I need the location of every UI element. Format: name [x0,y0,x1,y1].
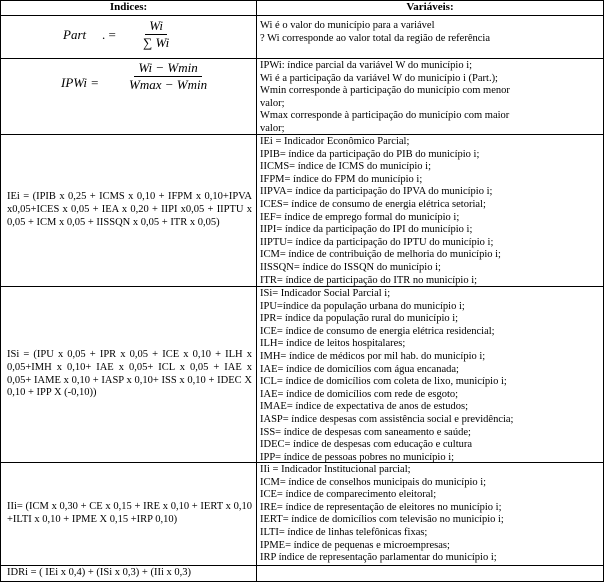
variable-line: ICES= índice de consumo de energia elétrica setorial; [260,198,486,210]
variable-line: ICE= índice de comparecimento eleitoral; [260,489,437,501]
variable-line: IAE= índice de domicílios com rede de esgoto; [260,388,459,400]
row-variables [257,566,603,582]
formula-fraction [139,18,173,51]
variable-line: IIPI= índice da participação do IPI do município i; [260,224,473,236]
formula-text: IDRi = ( IEi x 0,4) + (ISi x 0,3) + (IIi x 0,3) [7,567,191,578]
table-row [1,134,603,286]
variable-line: ILTI= índice de linhas telefônicas fixas; [260,526,428,538]
variable-line: IERT= índice de domicílios com televisão no município i; [260,514,504,526]
formula-label: Part [63,27,87,42]
variable-line: IMH= índice de médicos por mil hab. do município i; [260,350,486,362]
variable-line: ISi= Indicador Social Parcial i; [260,288,391,299]
variable-line: ? Wi corresponde ao valor total da região de referência [260,32,490,44]
variable-line: IDEC= índice de despesas com educação e cultura [260,439,473,451]
formula-denominator: Wmax − Wmin [129,77,208,92]
variable-line: ISS= índice de despesas com saneamento e saúde; [260,426,471,438]
formula-numerator: Wi [145,18,167,35]
variable-line: IPU=índice da população urbana do município i; [260,300,465,312]
variable-line: ICE= índice de consumo de energia elétrica residencial; [260,325,495,337]
variable-line: IRE= índice de representação de eleitores no município i; [260,501,502,513]
table-row [1,58,603,134]
variable-line: ILH= índice de leitos hospitalares; [260,338,406,350]
variable-line: IIi = Indicador Institucional parcial; [260,464,411,475]
variable-line: IISSQN= índice do ISSQN do município i; [260,261,441,273]
variable-line: IASP= índice despesas com assistência social e previdência; [260,413,514,425]
header-indices: Indices: [1,1,257,15]
variable-line: IFPM= índice do FPM do município i; [260,173,423,185]
formula-text: IEi = (IPIB x 0,25 + ICMS x 0,10 + IFPM x 0,10+IPVA x0,05+ICES x 0,05 + IEA x 0,20 + IIPI x0,05 + IIPTU x 0,05 + ICM x 0,05 + IISSQN x 0,05 + ITR x 0,05) [7,191,252,228]
formula-participation [1,16,257,58]
variable-line: IICMS= índice de ICMS do município i; [260,161,431,173]
formula-denominator: ∑ Wi [143,35,170,50]
formula-idr [1,566,257,582]
table-row [1,286,603,462]
table-row [1,15,603,58]
formula-text: ISi = (IPU x 0,05 + IPR x 0,05 + ICE x 0,10 + ILH x 0,05+IMH x 0,10+ IAE x 0,05+ ICL x 0,05 + IAE x 0,05+ IAME x 0,10 + IASP x 0,10+ ISS x 0,10 + IDEC X 0,10 + IPP X (-0,10)) [7,348,252,399]
variable-line: IEF= índice de emprego formal do município i; [260,211,460,223]
variable-line: valor; [260,97,285,109]
formula-text: IIi= (ICM x 0,30 + CE x 0,15 + IRE x 0,10 + IERT x 0,10 +ILTI x 0,10 + IPME X 0,15 +IRP 0,10) [7,501,252,525]
variable-line: ICM= índice de contribuição de melhoria do município i; [260,249,501,261]
row-variables [257,16,603,58]
formula-social [1,287,257,462]
formula-economic [1,135,257,286]
table-row [1,462,603,565]
variable-line: IAE= índice de domicílios com água encanada; [260,363,459,375]
variable-line: IPR= índice da população rural do município i; [260,313,459,325]
table-row [1,565,603,582]
variable-line: Wi é a participação da variável W do município i (Part.); [260,72,498,84]
row-variables [257,463,603,565]
formula-numerator: Wi − Wmin [134,60,201,77]
variable-line: ICM= índice de conselhos municipais do município i; [260,476,487,488]
variable-line: valor; [260,122,285,134]
row-variables [257,287,603,462]
table-header-row [1,0,603,15]
header-variaveis: Variáveis: [406,1,454,13]
formula-fraction [125,60,211,93]
formula-label: IPWi = [61,75,100,90]
row-variables [257,135,603,286]
formula-operator: . = [102,27,116,42]
formula-ipw [1,59,257,134]
variable-line: IPME= índice de pequenas e microempresas; [260,539,450,551]
variable-line: Wi é o valor do município para a variável [260,20,435,31]
variable-line: IIPVA= índice da participação do IPVA do município i; [260,186,493,198]
variable-line: Wmin corresponde à participação do município com menor [260,85,510,97]
variable-line: ICL= índice de domicílios com coleta de lixo, município i; [260,376,507,388]
row-variables [257,59,603,134]
formula-institutional [1,463,257,565]
variable-line: IMAE= índice de expectativa de anos de estudos; [260,401,468,413]
variable-line: IPP= índice de pessoas pobres no município i; [260,451,455,462]
variable-line: IRP índice de representação parlamentar do município i; [260,552,497,564]
variable-line: IPWi: índice parcial da variável W do município i; [260,60,473,71]
variable-line: Wmax corresponde à participação do município com maior [260,110,510,122]
variable-line: ITR= índice de participação do ITR no município i; [260,274,478,286]
variable-line: IPIB= índice da participação do PIB do município i; [260,148,480,160]
variable-line: IEi = Indicador Econômico Parcial; [260,136,410,147]
variable-line: IIPTU= índice da participação do IPTU do município i; [260,236,494,248]
